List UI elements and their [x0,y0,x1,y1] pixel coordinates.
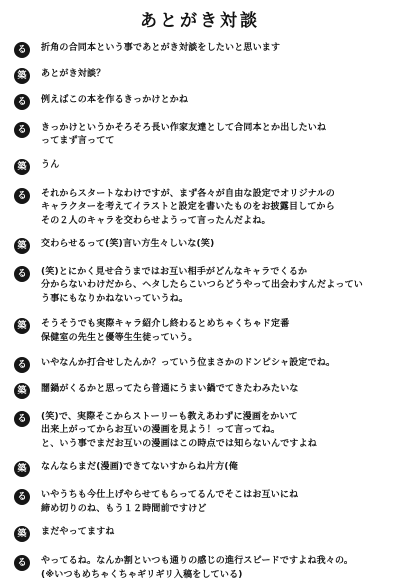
dialogue-entry [14,489,386,516]
dialogue-text: 例えばこの本を作るきっかけとかね [41,95,189,105]
dialogue-entry [14,357,386,373]
dialogue-text: あとがき対談？ [41,69,106,79]
dialogue-entry [14,238,386,254]
dialogue-entry [14,461,386,477]
speaker-ru-badge: る [14,94,30,110]
dialogue-entry [14,411,386,451]
dialogue-entry [14,42,386,58]
speaker-ru-badge: る [14,42,30,58]
dialogue-entry [14,188,386,228]
speaker-tsukiji-badge: 築 [14,318,30,334]
dialogue-text: なんならまだ(漫画)できてないすからね片方(俺 [41,462,238,473]
dialogue-text: 闇鍋がくるかと思ってたら普通にうまい鍋でてきたわみたいな [41,384,299,395]
speaker-tsukiji-badge: 築 [14,383,30,399]
speaker-ru-badge: る [14,122,30,138]
dialogue-entry [14,122,386,149]
dialogue-entry [14,159,386,175]
dialogue-list [14,42,386,582]
dialogue-text: そうそうでも実際キャラ紹介し終わるとめちゃくちゃド定番 保健室の先生と優等生生徒っていう。 [41,319,290,343]
speaker-ru-badge: る [14,555,30,571]
speaker-ru-badge: る [14,357,30,373]
speaker-tsukiji-badge: 築 [14,526,30,542]
dialogue-entry [14,318,386,345]
dialogue-text: やってるね。なんか割といつも通りの感じの進行スピードですよね我々の。 (※いつもめちゃくちゃギリギリ入稿をしている) [41,556,354,580]
speaker-ru-badge: る [14,266,30,282]
dialogue-text: 折角の合同本という事であとがき対談をしたいと思います [41,43,281,53]
dialogue-text: それからスタートなわけですが、まず各々が自由な設定でオリジナルの キャラクターを考えてイラストと設定を書いたものをお披露目してから その２人のキャラを交わらせようって言ったんだよね。 [41,188,335,226]
dialogue-text: 交わらせるって(笑)言い方生々しいな(笑) [41,239,215,250]
page-title: あとがき対談 [140,11,260,31]
speaker-tsukiji-badge: 築 [14,238,30,254]
dialogue-text: まだやってますね [41,527,115,538]
speaker-tsukiji-badge: 築 [14,461,30,477]
dialogue-text: うん [41,159,60,170]
dialogue-text: いやなんか打合せしたんか？っていう位まさかのドンピシャ設定でね。 [41,358,336,369]
dialogue-entry [14,555,386,582]
speaker-ru-badge: る [14,188,30,204]
dialogue-entry [14,383,386,399]
dialogue-text: (笑)とにかく見せ合うまではお互い相手がどんなキャラでくるか 分からないわけだから、ヘタしたらこいつらどうやって出会わすんだよってい う事にもなりかねないっていうね。 [41,267,364,304]
dialogue-entry [14,266,386,306]
dialogue-entry [14,94,386,110]
speaker-ru-badge: る [14,489,30,505]
dialogue-entry [14,68,386,84]
dialogue-text: きっかけというかそろそろ長い作家友達として合同本とか出したいね ってまず言ってて [41,123,327,147]
speaker-tsukiji-badge: 築 [14,68,30,84]
dialogue-text: いやうちも今仕上げやらせてもらってるんでそこはお互いにね 締め切りのね、もう１２時間前ですけど [41,490,299,514]
dialogue-entry [14,526,386,542]
speaker-ru-badge: る [14,411,30,427]
speaker-tsukiji-badge: 築 [14,159,30,175]
dialogue-text: (笑)で、実際そこからストーリーも教えあわずに漫画をかいて 出来上がってからお互いの漫画を見よう！って言ってね。 と、いう事でまだお互いの漫画はこの時点では知らないんですよね [41,412,318,449]
